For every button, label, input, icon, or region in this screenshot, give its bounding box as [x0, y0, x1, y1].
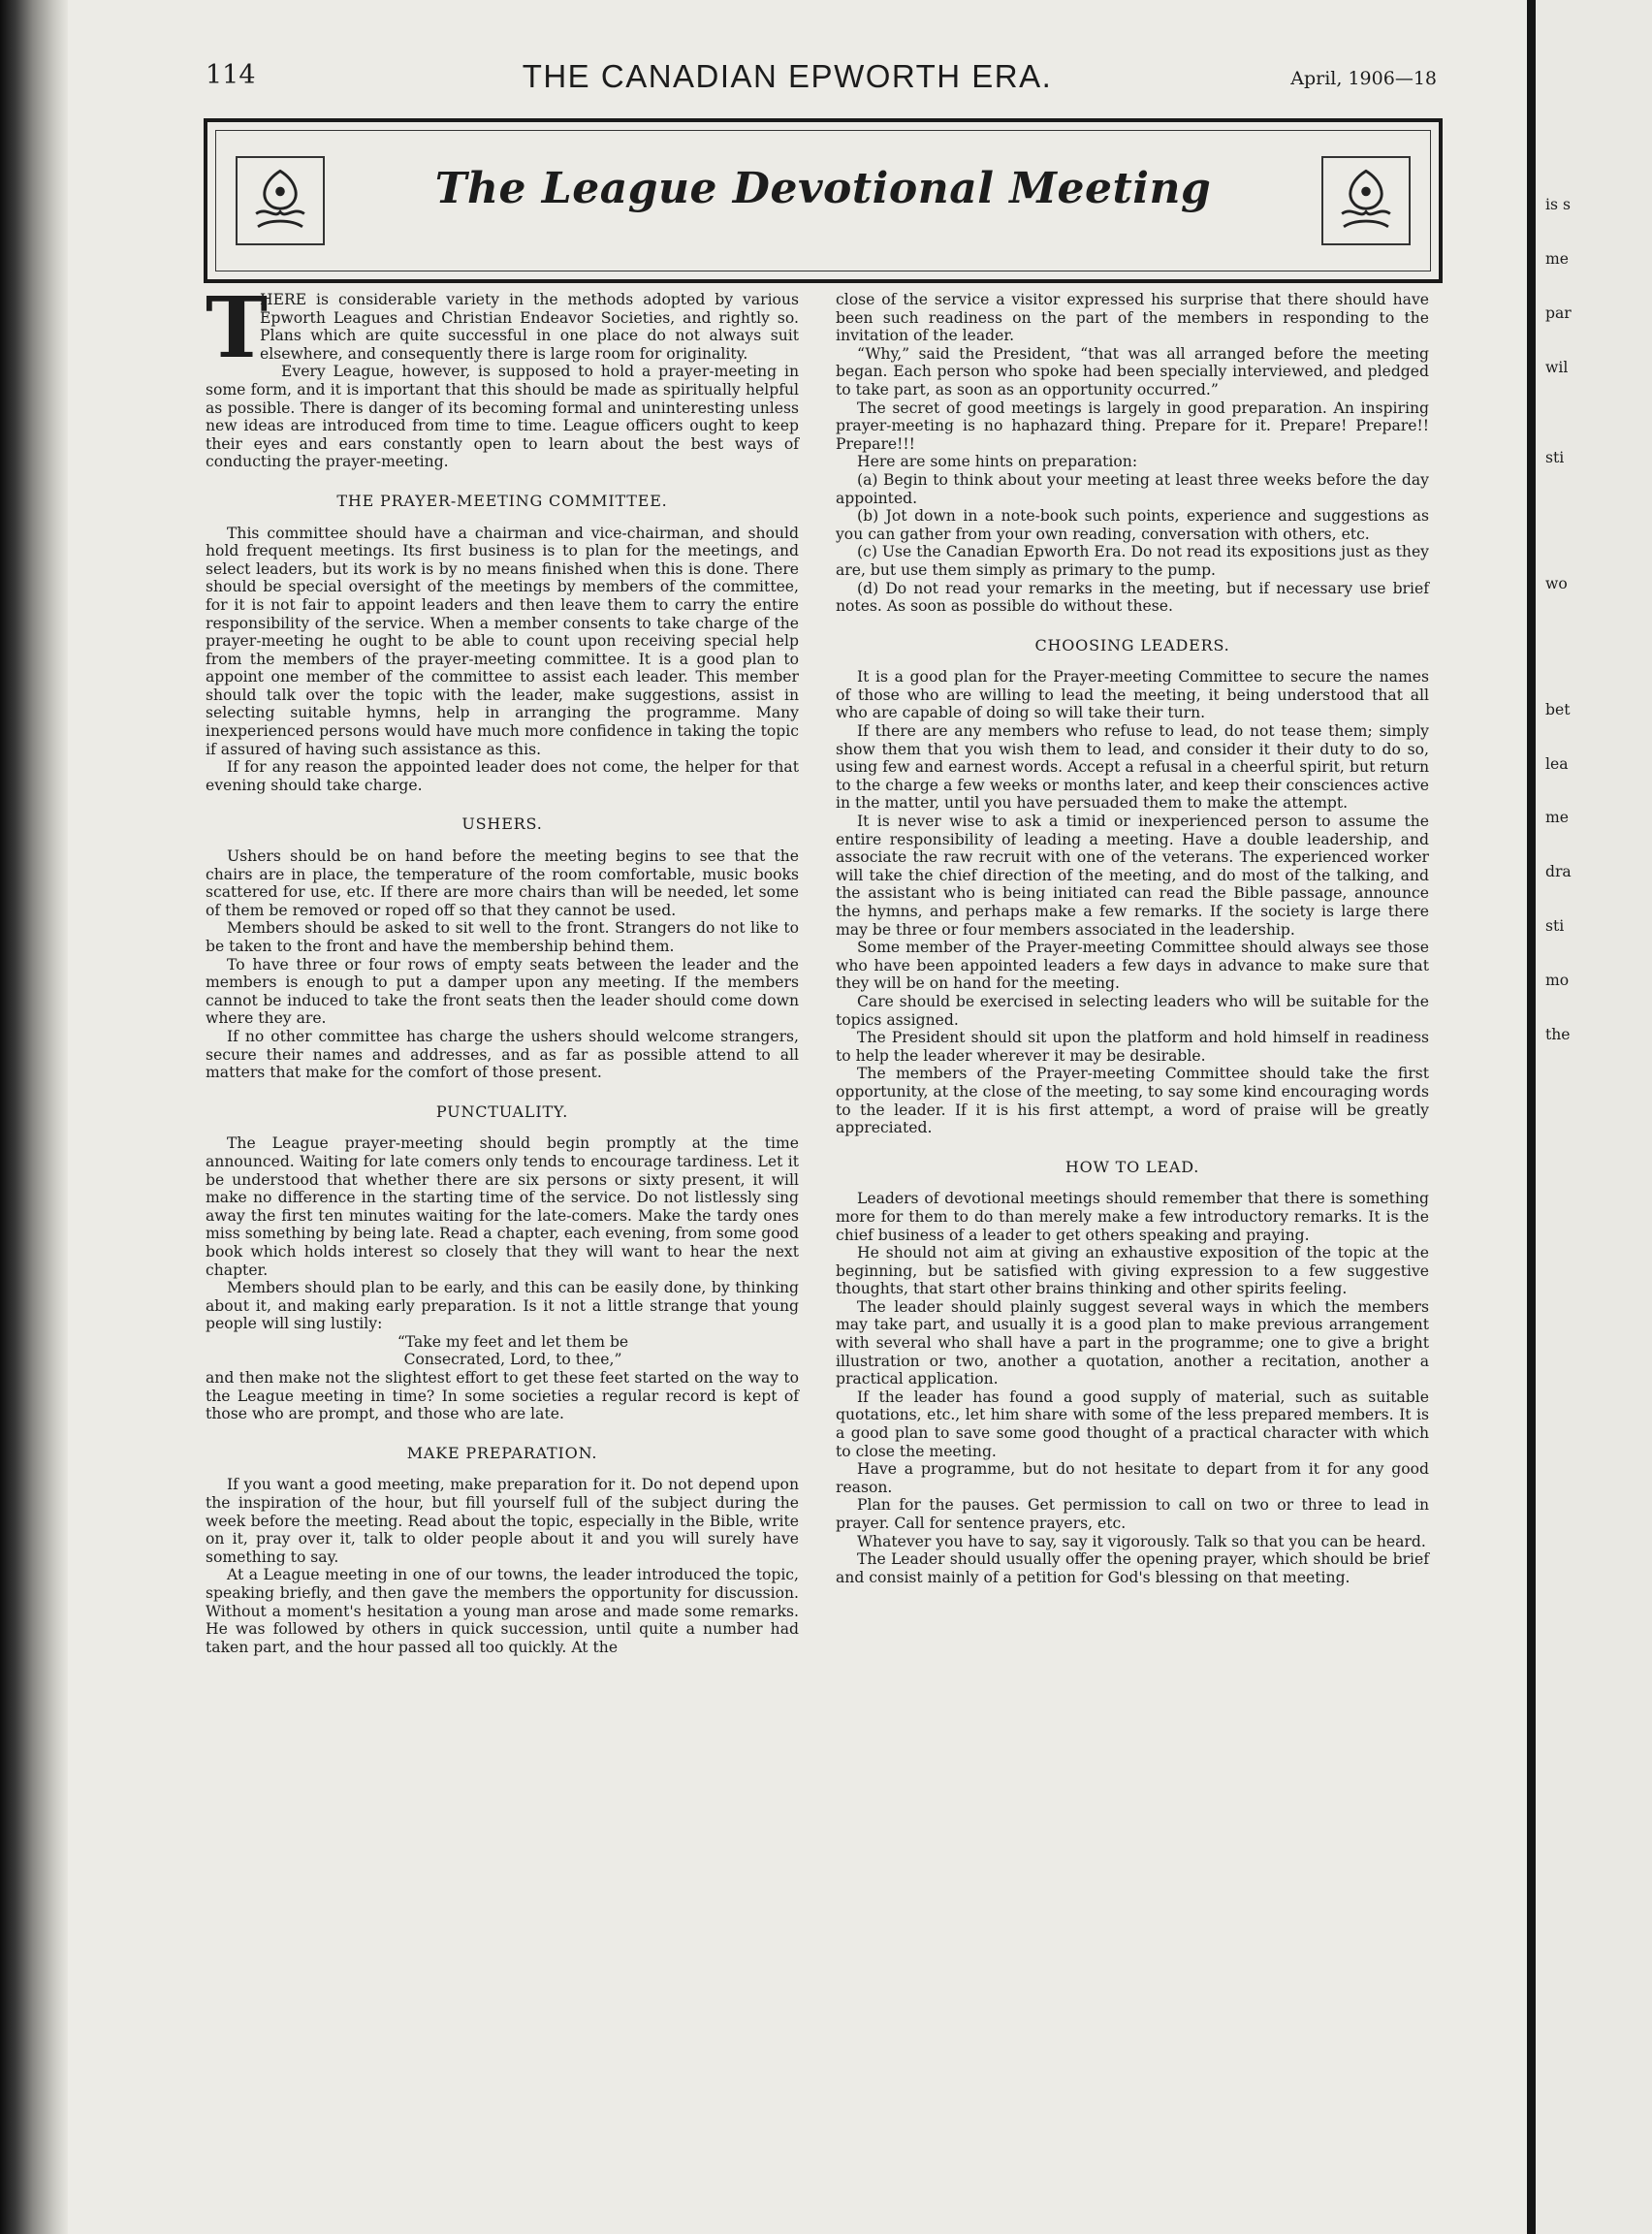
edge-fragment: sti	[1545, 448, 1565, 466]
paragraph: If there are any members who refuse to lead, do not tease them; simply show them that you wish them to lead, and consider it their duty to do so, using few and earnest words. Accept a refusal in a cheerful spirit, but return to the charge a few weeks or months later, and keep their consciences active in the matter, until you have persuaded them to make the attempt.	[836, 722, 1429, 813]
paragraph: Have a programme, but do not hesitate to depart from it for any good reason.	[836, 1460, 1429, 1496]
paragraph: Leaders of devotional meetings should remember that there is something more for them to do than merely make a few introductory remarks. It is the chief business of a leader to get others speaking and praying.	[836, 1190, 1429, 1244]
paragraph: Here are some hints on preparation:	[857, 453, 1138, 471]
edge-fragment: par	[1545, 303, 1572, 322]
paragraph: This committee should have a chairman and vice-chairman, and should hold frequent meetings. Its first business is to plan for the meetings, and select leaders, but its work is by no means finished when this is done. There should be special oversight of the meetings by members of the committee, for it is not fair to appoint leaders and then leave them to carry the entire responsibility of the service. When a member consents to take charge of the prayer-meeting he ought to be able to count upon receiving special help from the members of the prayer-meeting committee. It is a good plan to appoint one member of the committee to assist each leader. This member should talk over the topic with the leader, make suggestions, assist in selecting suitable hymns, help in arranging the programme. Many inexperienced persons would have much more confidence in taking the topic if assured of having such assistance as this.	[206, 524, 799, 758]
issue-date: April, 1906—18	[1290, 68, 1437, 89]
paragraph: Members should be asked to sit well to the front. Strangers do not like to be taken to the front and have the membership behind them.	[206, 919, 799, 955]
paragraph: close of the service a visitor expressed his surprise that there should have been such readiness on the part of the members in responding to the invitation of the leader.	[836, 291, 1429, 345]
hint-item: (a) Begin to think about your meeting at least three weeks before the day appointed.	[836, 470, 1429, 507]
article-title: The League Devotional Meeting	[434, 164, 1212, 213]
verse-line: “Take my feet and let them be	[397, 1332, 629, 1351]
edge-fragment: wo	[1545, 574, 1568, 592]
intro-text: HERE is considerable variety in the methods adopted by various Epworth Leagues and Christian Endeavor Societies, and rightly so. Plans which are quite successful in one place do not always suit elsewhere, and consequently there is large room for originality.	[260, 291, 799, 363]
section-heading: MAKE PREPARATION.	[406, 1443, 598, 1462]
edge-fragment: sti	[1545, 916, 1565, 935]
paragraph: Care should be exercised in selecting leaders who will be suitable for the topics assigned.	[836, 992, 1429, 1029]
edge-fragment: me	[1545, 249, 1570, 268]
paragraph: If for any reason the appointed leader does not come, the helper for that evening should take charge.	[206, 758, 799, 794]
ornament-icon	[1321, 156, 1411, 245]
paragraph: If no other committee has charge the ushers should welcome strangers, secure their names and addresses, and as far as possible attend to all matters that make for the comfort of those present.	[206, 1027, 799, 1082]
drop-cap: T	[206, 279, 268, 377]
paragraph: The Leader should usually offer the opening prayer, which should be brief and consist mainly of a petition for God's blessing on that meeting.	[836, 1550, 1429, 1586]
paragraph: At a League meeting in one of our towns, the leader introduced the topic, speaking briefly, and then gave the members the opportunity for discussion. Without a moment's hesitation a young man arose and made some remarks. He was followed by others in quick succession, until quite a number had taken part, and the hour passed all too quickly. At the	[206, 1566, 799, 1656]
section-heading: THE PRAYER-MEETING COMMITTEE.	[336, 491, 668, 510]
hint-item: (c) Use the Canadian Epworth Era. Do not read its expositions just as they are, but use them simply as primary to the pump.	[836, 543, 1429, 579]
edge-fragment: the	[1545, 1025, 1571, 1043]
masthead: THE CANADIAN EPWORTH ERA.	[522, 58, 1053, 94]
edge-fragment: mo	[1545, 971, 1570, 989]
hint-item: (d) Do not read your remarks in the meeting, but if necessary use brief notes. As soon as possible do without these.	[836, 579, 1429, 616]
right-column	[836, 291, 1429, 1586]
paragraph: Ushers should be on hand before the meeting begins to see that the chairs are in place, the temperature of the room comfortable, music books scattered for use, etc. If there are more chairs than will be needed, let some of them be removed or roped off so that they cannot be used.	[206, 847, 799, 919]
paragraph: It is never wise to ask a timid or inexperienced person to assume the entire responsibility of leading a meeting. Have a double leadership, and associate the raw recruit with one of the veterans. The experienced worker will take the chief direction of the meeting, and do most of the talking, and the assistant who is being initiated can read the Bible passage, announce the hymns, and perhaps make a few remarks. If the society is large there may be three or four members associated in the leadership.	[836, 813, 1429, 939]
paragraph: and then make not the slightest effort to get these feet started on the way to the League meeting in time? In some societies a regular record is kept of those who are prompt, and those who are late.	[206, 1369, 799, 1423]
paragraph: The secret of good meetings is largely in good preparation. An inspiring prayer-meeting is no haphazard thing. Prepare for it. Prepare! Prepare!! Prepare!!!	[836, 399, 1429, 453]
intro-paragraph	[206, 279, 799, 377]
title-banner-inner	[215, 130, 1431, 271]
verse-line: Consecrated, Lord, to thee,”	[403, 1351, 622, 1369]
adjacent-page-text	[1545, 160, 1572, 1062]
section-heading: CHOOSING LEADERS.	[1034, 635, 1230, 654]
hymn-quote	[206, 1333, 799, 1369]
paragraph: Plan for the pauses. Get permission to call on two or three to lead in prayer. Call for sentence prayers, etc.	[836, 1496, 1429, 1532]
edge-fragment: bet	[1545, 700, 1571, 718]
paragraph: Every League, however, is supposed to hold a prayer-meeting in some form, and it is important that this should be made as spiritually helpful as possible. There is danger of its becoming formal and uninteresting unless new ideas are introduced from time to time. League officers ought to keep their eyes and ears constantly open to learn about the best ways of conducting the prayer-meeting.	[206, 363, 799, 471]
running-header	[138, 60, 1437, 103]
paragraph: The members of the Prayer-meeting Committee should take the first opportunity, at the close of the meeting, to say some kind encouraging words to the leader. If it is his first attempt, a word of praise will be greatly appreciated.	[836, 1065, 1429, 1137]
paragraph: The President should sit upon the platform and hold himself in readiness to help the leader wherever it may be desirable.	[836, 1029, 1429, 1065]
edge-fragment: wil	[1545, 358, 1569, 376]
paragraph: Whatever you have to say, say it vigorously. Talk so that you can be heard.	[857, 1532, 1426, 1550]
section-heading: HOW TO LEAD.	[1064, 1157, 1200, 1176]
edge-fragment: is s	[1545, 196, 1571, 214]
edge-fragment: me	[1545, 809, 1570, 827]
hint-item: (b) Jot down in a note-book such points, experience and suggestions as you can gather from your own reading, conversation with others, etc.	[836, 507, 1429, 543]
paragraph: It is a good plan for the Prayer-meeting Committee to secure the names of those who are willing to lead the meeting, it being understood that all who are capable of doing so will take their turn.	[836, 668, 1429, 722]
paragraph: Members should plan to be early, and this can be easily done, by thinking about it, and making early preparation. Is it not a little strange that young people will sing lustily:	[206, 1279, 799, 1333]
paragraph: If the leader has found a good supply of material, such as suitable quotations, etc., let him share with some of the less prepared members. It is a good plan to save some good thought of a practical character with which to close the meeting.	[836, 1388, 1429, 1460]
left-column	[206, 279, 799, 1656]
paragraph: To have three or four rows of empty seats between the leader and the members is enough to put a damper upon any meeting. If the members cannot be induced to take the front seats then the leader should come down where they are.	[206, 955, 799, 1028]
page-divider	[1527, 0, 1536, 2234]
section-heading: PUNCTUALITY.	[435, 1101, 569, 1121]
paragraph: The leader should plainly suggest several ways in which the members may take part, and usually it is a good plan to make previous arrangement with several who shall have a part in the programme; one to give a bright illustration or two, another a quotation, another a recitation, another a practical application.	[836, 1297, 1429, 1388]
edge-fragment: dra	[1545, 863, 1572, 881]
paragraph: “Why,” said the President, “that was all arranged before the meeting began. Each person who spoke had been specially interviewed, and pledged to take part, as soon as an opportunity occurred.”	[836, 344, 1429, 399]
paragraph: He should not aim at giving an exhaustive exposition of the topic at the beginning, but be satisfied with giving expression to a few suggestive thoughts, that start other brains thinking and other spirits feeling.	[836, 1244, 1429, 1298]
paragraph: Some member of the Prayer-meeting Committee should always see those who have been appointed leaders a few days in advance to make sure that they will be on hand for the meeting.	[836, 939, 1429, 993]
title-banner	[204, 118, 1443, 283]
binding-gutter	[0, 0, 68, 2234]
section-heading: USHERS.	[461, 814, 543, 834]
paragraph: The League prayer-meeting should begin promptly at the time announced. Waiting for late comers only tends to encourage tardiness. Let it be understood that whether there are six persons or sixty present, it will make no difference in the starting time of the service. Do not listlessly sing away the first ten minutes waiting for the late-comers. Make the tardy ones miss something by being late. Read a chapter, each evening, from some good book which holds interest so closely that they will want to hear the next chapter.	[206, 1134, 799, 1279]
edge-fragment: lea	[1545, 754, 1569, 773]
paragraph: If you want a good meeting, make preparation for it. Do not depend upon the inspiration of the hour, but fill yourself full of the subject during the week before the meeting. Read about the topic, especially in the Bible, write on it, pray over it, talk to older people about it and you will surely have something to say.	[206, 1476, 799, 1566]
page-number: 114	[206, 60, 256, 90]
